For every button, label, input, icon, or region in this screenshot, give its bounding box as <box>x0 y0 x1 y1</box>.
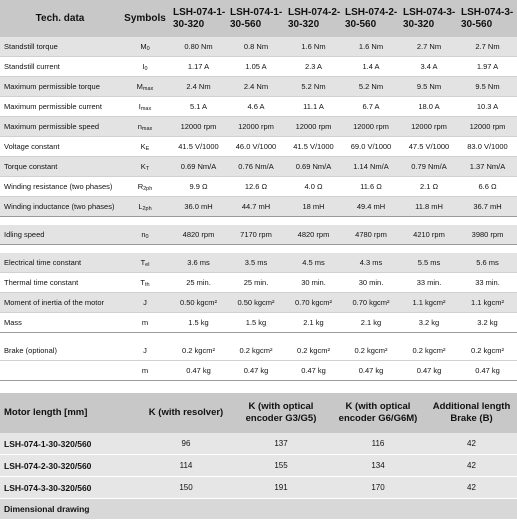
parameter-name: Winding inductance (two phases) <box>0 197 120 217</box>
symbol: n <box>137 121 142 131</box>
value-cell: 41.5 V/1000 <box>170 137 227 157</box>
parameter-name: Maximum permissible torque <box>0 77 120 97</box>
value-cell: 0.47 kg <box>285 361 342 381</box>
value-cell: 1.37 Nm/A <box>458 157 517 177</box>
length-value: 150 <box>140 477 232 499</box>
value-cell: 9.9 Ω <box>170 177 227 197</box>
symbol-cell <box>120 225 170 245</box>
value-cell: 25 min. <box>227 273 285 293</box>
symbol-subscript: th <box>145 281 150 288</box>
symbol-cell <box>120 197 170 217</box>
symbol-subscript: 0 <box>146 45 150 52</box>
symbol-cell <box>120 341 170 361</box>
value-cell: 1.97 A <box>458 57 517 77</box>
length-header: K (with optical encoder G6/G6M) <box>330 393 426 433</box>
value-cell: 46.0 V/1000 <box>227 137 285 157</box>
value-cell: 0.69 Nm/A <box>170 157 227 177</box>
table-row <box>0 157 517 177</box>
parameter-name: Mass <box>0 313 120 333</box>
symbols-header: Symbols <box>120 0 170 37</box>
symbol-cell <box>120 37 170 57</box>
value-cell: 1.05 A <box>227 57 285 77</box>
parameter-name: Thermal time constant <box>0 273 120 293</box>
motor-model: LSH-074-3-30-320/560 <box>0 477 140 499</box>
motor-header: LSH-074-3- 30-560 <box>458 0 517 37</box>
spacer-cell <box>0 333 517 342</box>
symbol-cell <box>120 117 170 137</box>
value-cell: 1.14 Nm/A <box>342 157 400 177</box>
value-cell: 2.4 Nm <box>170 77 227 97</box>
symbol: L <box>138 201 143 211</box>
length-value: 96 <box>140 433 232 455</box>
value-cell: 4780 rpm <box>342 225 400 245</box>
value-cell: 1.6 Nm <box>342 37 400 57</box>
table-row <box>0 97 517 117</box>
value-cell: 30 min. <box>342 273 400 293</box>
table-row <box>0 137 517 157</box>
value-cell: 5.5 ms <box>400 253 458 273</box>
value-cell: 11.1 A <box>285 97 342 117</box>
motor-header: LSH-074-2- 30-560 <box>342 0 400 37</box>
section-spacer <box>0 333 517 342</box>
table-row <box>0 293 517 313</box>
table-row <box>0 273 517 293</box>
length-value: 114 <box>140 455 232 477</box>
symbol: m <box>141 317 149 327</box>
value-cell: 1.5 kg <box>170 313 227 333</box>
value-cell: 2.1 kg <box>285 313 342 333</box>
symbol: M <box>136 81 143 91</box>
value-cell: 11.6 Ω <box>342 177 400 197</box>
value-cell: 6.7 A <box>342 97 400 117</box>
symbol: J <box>143 345 147 355</box>
symbol-cell <box>120 293 170 313</box>
spacer-cell <box>0 217 517 226</box>
motor-header: LSH-074-2- 30-320 <box>285 0 342 37</box>
value-cell: 0.2 kgcm² <box>170 341 227 361</box>
value-cell: 3.2 kg <box>458 313 517 333</box>
value-cell: 12000 rpm <box>227 117 285 137</box>
value-cell: 1.5 kg <box>227 313 285 333</box>
value-cell: 4820 rpm <box>285 225 342 245</box>
motor-header: LSH-074-1- 30-320 <box>170 0 227 37</box>
value-cell: 3.2 kg <box>400 313 458 333</box>
table-row <box>0 197 517 217</box>
table-row <box>0 361 517 381</box>
section-spacer <box>0 217 517 226</box>
value-cell: 2.1 kg <box>342 313 400 333</box>
length-header: K (with optical encoder G3/G5) <box>232 393 330 433</box>
value-cell: 9.5 Nm <box>400 77 458 97</box>
value-cell: 11.8 mH <box>400 197 458 217</box>
symbol-subscript: el <box>145 261 150 268</box>
parameter-name: Moment of inertia of the motor <box>0 293 120 313</box>
value-cell: 12000 rpm <box>285 117 342 137</box>
value-cell: 12000 rpm <box>400 117 458 137</box>
symbol: I <box>142 61 145 71</box>
value-cell: 2.1 Ω <box>400 177 458 197</box>
value-cell: 2.7 Nm <box>458 37 517 57</box>
length-header-row <box>0 393 517 433</box>
symbol-subscript: max <box>140 105 152 112</box>
value-cell: 5.2 Nm <box>285 77 342 97</box>
length-header: Additional length Brake (B) <box>426 393 517 433</box>
value-cell: 0.47 kg <box>342 361 400 381</box>
value-cell: 47.5 V/1000 <box>400 137 458 157</box>
value-cell: 0.50 kgcm² <box>170 293 227 313</box>
motor-header: LSH-074-3- 30-320 <box>400 0 458 37</box>
symbol: J <box>143 297 147 307</box>
symbol: I <box>138 101 141 111</box>
length-value: 42 <box>426 433 517 455</box>
symbol-subscript: E <box>145 145 150 152</box>
dimensional-drawing-label: Dimensional drawing <box>0 499 517 520</box>
length-value: 116 <box>330 433 426 455</box>
symbol: n <box>141 229 146 239</box>
value-cell: 1.17 A <box>170 57 227 77</box>
table-row <box>0 341 517 361</box>
value-cell: 4.5 ms <box>285 253 342 273</box>
value-cell: 49.4 mH <box>342 197 400 217</box>
symbol-cell <box>120 361 170 381</box>
value-cell: 4820 rpm <box>170 225 227 245</box>
motor-model: LSH-074-1-30-320/560 <box>0 433 140 455</box>
value-cell: 0.69 Nm/A <box>285 157 342 177</box>
value-cell: 0.47 kg <box>458 361 517 381</box>
value-cell: 0.2 kgcm² <box>285 341 342 361</box>
value-cell: 0.76 Nm/A <box>227 157 285 177</box>
table-row <box>0 433 517 455</box>
value-cell: 0.50 kgcm² <box>227 293 285 313</box>
length-value: 191 <box>232 477 330 499</box>
value-cell: 44.7 mH <box>227 197 285 217</box>
symbol-subscript: max <box>141 125 153 132</box>
tech-data-header: Tech. data <box>0 0 120 37</box>
value-cell: 12000 rpm <box>170 117 227 137</box>
table-row <box>0 77 517 97</box>
parameter-name: Winding resistance (two phases) <box>0 177 120 197</box>
symbol-cell <box>120 57 170 77</box>
value-cell: 0.47 kg <box>170 361 227 381</box>
value-cell: 25 min. <box>170 273 227 293</box>
value-cell: 7170 rpm <box>227 225 285 245</box>
length-header: Motor length [mm] <box>0 393 140 433</box>
value-cell: 5.2 Nm <box>342 77 400 97</box>
value-cell: 9.5 Nm <box>458 77 517 97</box>
value-cell: 2.7 Nm <box>400 37 458 57</box>
symbol: M <box>140 41 147 51</box>
value-cell: 18.0 A <box>400 97 458 117</box>
value-cell: 0.2 kgcm² <box>458 341 517 361</box>
value-cell: 4.6 A <box>227 97 285 117</box>
value-cell: 0.80 Nm <box>170 37 227 57</box>
symbol: R <box>137 181 144 191</box>
value-cell: 1.1 kgcm² <box>400 293 458 313</box>
value-cell: 41.5 V/1000 <box>285 137 342 157</box>
value-cell: 36.0 mH <box>170 197 227 217</box>
motor-model: LSH-074-2-30-320/560 <box>0 455 140 477</box>
table-row <box>0 177 517 197</box>
section-spacer <box>0 245 517 254</box>
symbol-cell <box>120 253 170 273</box>
symbol-cell <box>120 77 170 97</box>
symbol-cell <box>120 157 170 177</box>
symbol-subscript: 2ph <box>142 205 152 212</box>
value-cell: 0.47 kg <box>227 361 285 381</box>
value-cell: 0.79 Nm/A <box>400 157 458 177</box>
table-row <box>0 225 517 245</box>
value-cell: 4210 rpm <box>400 225 458 245</box>
table-row <box>0 477 517 499</box>
length-value: 42 <box>426 477 517 499</box>
symbol-cell <box>120 137 170 157</box>
value-cell: 36.7 mH <box>458 197 517 217</box>
length-value: 42 <box>426 455 517 477</box>
value-cell: 18 mH <box>285 197 342 217</box>
value-cell: 1.4 A <box>342 57 400 77</box>
symbol-cell <box>120 177 170 197</box>
table-row <box>0 253 517 273</box>
value-cell: 12.6 Ω <box>227 177 285 197</box>
symbol-subscript: 0 <box>145 233 149 240</box>
symbol-cell <box>120 313 170 333</box>
dimensional-drawing-row <box>0 499 517 520</box>
table-row <box>0 313 517 333</box>
table-row <box>0 455 517 477</box>
table-row <box>0 117 517 137</box>
value-cell: 3980 rpm <box>458 225 517 245</box>
value-cell: 4.3 ms <box>342 253 400 273</box>
value-cell: 0.2 kgcm² <box>227 341 285 361</box>
tech-header-row <box>0 0 517 37</box>
table-row <box>0 57 517 77</box>
value-cell: 1.6 Nm <box>285 37 342 57</box>
symbol: K <box>140 141 146 151</box>
parameter-name: Electrical time constant <box>0 253 120 273</box>
symbol-subscript: T <box>145 165 150 172</box>
tech-body <box>0 37 517 381</box>
length-value: 137 <box>232 433 330 455</box>
symbol: m <box>141 365 149 375</box>
value-cell: 0.47 kg <box>400 361 458 381</box>
value-cell: 4.0 Ω <box>285 177 342 197</box>
length-value: 155 <box>232 455 330 477</box>
value-cell: 2.4 Nm <box>227 77 285 97</box>
value-cell: 5.1 A <box>170 97 227 117</box>
value-cell: 0.2 kgcm² <box>400 341 458 361</box>
parameter-name: Brake (optional) <box>0 341 120 361</box>
table-row <box>0 37 517 57</box>
motor-length-table <box>0 393 517 520</box>
value-cell: 3.5 ms <box>227 253 285 273</box>
symbol-cell <box>120 273 170 293</box>
value-cell: 5.6 ms <box>458 253 517 273</box>
symbol: K <box>140 161 146 171</box>
value-cell: 10.3 A <box>458 97 517 117</box>
parameter-name: Standstill torque <box>0 37 120 57</box>
value-cell: 30 min. <box>285 273 342 293</box>
value-cell: 0.70 kgcm² <box>342 293 400 313</box>
value-cell: 12000 rpm <box>458 117 517 137</box>
value-cell: 69.0 V/1000 <box>342 137 400 157</box>
symbol-subscript: 2ph <box>143 185 153 192</box>
value-cell: 12000 rpm <box>342 117 400 137</box>
parameter-name: Voltage constant <box>0 137 120 157</box>
symbol-subscript: 0 <box>144 65 148 72</box>
value-cell: 33 min. <box>400 273 458 293</box>
value-cell: 0.70 kgcm² <box>285 293 342 313</box>
value-cell: 0.8 Nm <box>227 37 285 57</box>
value-cell: 33 min. <box>458 273 517 293</box>
symbol-subscript: max <box>142 85 154 92</box>
spacer-cell <box>0 245 517 254</box>
length-header: K (with resolver) <box>140 393 232 433</box>
value-cell: 1.1 kgcm² <box>458 293 517 313</box>
parameter-name <box>0 361 120 381</box>
length-value: 170 <box>330 477 426 499</box>
motor-header: LSH-074-1- 30-560 <box>227 0 285 37</box>
length-value: 134 <box>330 455 426 477</box>
parameter-name: Maximum permissible current <box>0 97 120 117</box>
parameter-name: Torque constant <box>0 157 120 177</box>
value-cell: 6.6 Ω <box>458 177 517 197</box>
parameter-name: Idling speed <box>0 225 120 245</box>
parameter-name: Maximum permissible speed <box>0 117 120 137</box>
parameter-name: Standstill current <box>0 57 120 77</box>
symbol-cell <box>120 97 170 117</box>
value-cell: 3.6 ms <box>170 253 227 273</box>
value-cell: 2.3 A <box>285 57 342 77</box>
value-cell: 83.0 V/1000 <box>458 137 517 157</box>
value-cell: 0.2 kgcm² <box>342 341 400 361</box>
symbol: T <box>140 257 146 267</box>
value-cell: 3.4 A <box>400 57 458 77</box>
symbol: T <box>140 277 145 287</box>
